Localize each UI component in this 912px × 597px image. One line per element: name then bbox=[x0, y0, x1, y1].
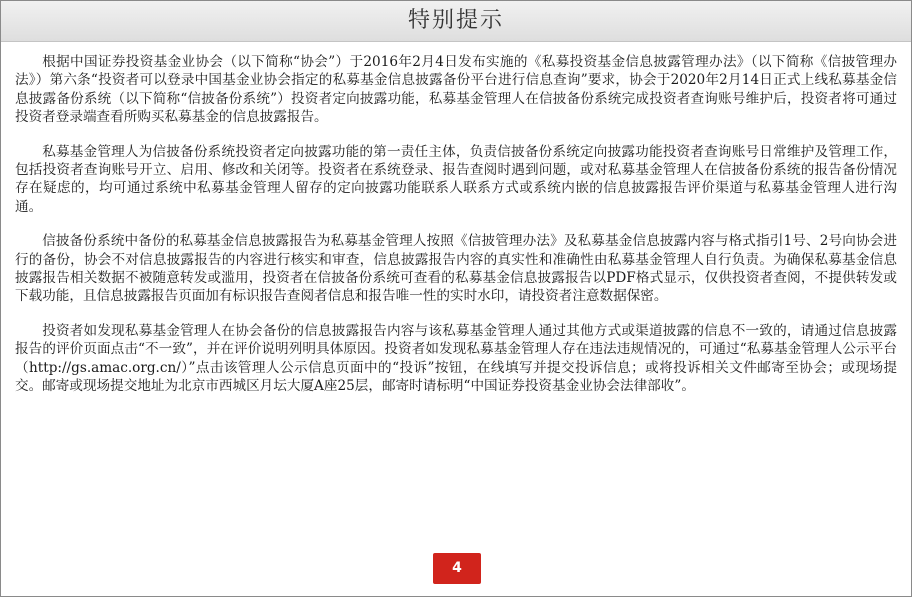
notice-paragraph-4: 投资者如发现私募基金管理人在协会备份的信息披露报告内容与该私募基金管理人通过其他方式或渠道披露的信息不一致的，请通过信息披露报告的评价页面点击“不一致”，并在评价说明列明具体原因。投资者如发现私募基金管理人存在违法违规情况的，可通过“私募基金管理人公示平台（http://gs.amac.org.cn/）”点击该管理人公示信息页面中的“投诉”按钮，在线填写并提交投诉信息；或将投诉相关文件邮寄至协会；或现场提交。邮寄或现场提交地址为北京市西城区月坛大厦A座25层，邮寄时请标明“中国证券投资基金业协会法律部收”。 bbox=[15, 322, 897, 395]
notice-paragraph-3: 信披备份系统中备份的私募基金信息披露报告为私募基金管理人按照《信披管理办法》及私募基金信息披露内容与格式指引1号、2号向协会进行的备份，协会不对信息披露报告的内容进行核实和审查，信息披露报告内容的真实性和准确性由私募基金管理人自行负责。为确保私募基金信息披露报告相关数据不被随意转发或滥用，投资者在信披备份系统可查看的私募基金信息披露报告以PDF格式显示，仅供投资者查阅，不提供转发或下载功能，且信息披露报告页面加有标识报告查阅者信息和报告唯一性的实时水印，请投资者注意数据保密。 bbox=[15, 233, 897, 305]
notice-paragraph-2: 私募基金管理人为信披备份系统投资者定向披露功能的第一责任主体，负责信披备份系统定向披露功能投资者查询账号日常维护及管理工作，包括投资者查询账号开立、启用、修改和关闭等。投资者在系统登录、报告查阅时遇到问题，或对私募基金管理人在信披备份系统的报告备份情况存在疑虑的，均可通过系统中私募基金管理人留存的定向披露功能联系人联系方式或系统内嵌的信息披露报告评价渠道与私募基金管理人进行沟通。 bbox=[15, 143, 897, 215]
page-number-button[interactable]: 4 bbox=[433, 553, 481, 584]
notice-content bbox=[15, 53, 897, 412]
page-title: 特别提示 bbox=[407, 8, 504, 33]
notice-paragraph-1: 根据中国证券投资基金业协会（以下简称“协会”）于2016年2月4日发布实施的《私募投资基金信息披露管理办法》（以下简称《信披管理办法》）第六条“投资者可以登录中国基金业协会指定的私募基金信息披露备份平台进行信息查询”要求，协会于2020年2月14日正式上线私募基金信息披露备份系统（以下简称“信披备份系统”）投资者定向披露功能，私募基金管理人在信披备份系统完成投资者查询账号维护后，投资者将可通过投资者登录端查看所购买私募基金的信息披露报告。 bbox=[15, 54, 897, 126]
title-bar bbox=[1, 1, 911, 42]
